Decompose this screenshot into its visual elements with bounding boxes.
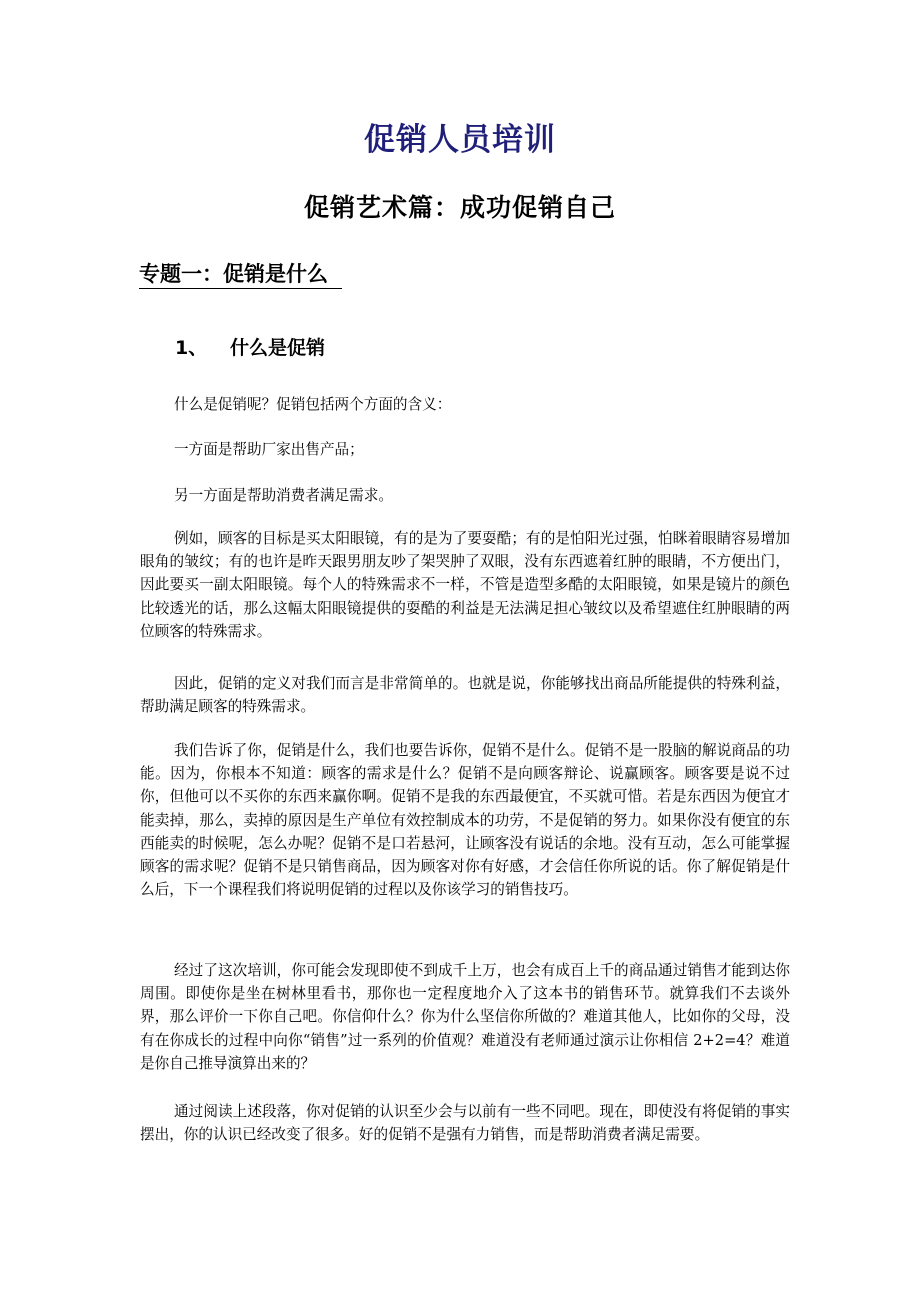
paragraph-text: 我们告诉了你，促销是什么，我们也要告诉你，促销不是什么。促销不是一股脑的解说商品的功能。因为，你根本不知道：顾客的需求是什么？促销不是向顾客辩论、说赢顾客。顾客要是说不过你，但他可以不买你的东西来赢你啊。促销不是我的东西最便宜，不买就可惜。若是东西因为便宜才能卖掉，那么，卖掉的原因是生产单位有效控制成本的功劳，不是促销的努力。如果你没有便宜的东西能卖的时候呢，怎么办呢？促销不是口若悬河，让顾客没有说话的余地。没有互动，怎么可能掌握顾客的需求呢？促销不是只销售商品，因为顾客对你有好感，才会信任你所说的话。你了解促销是什么后，下一个课程我们将说明促销的过程以及你该学习的销售技巧。: [140, 742, 790, 899]
paragraph-text: 因此，促销的定义对我们而言是非常简单的。也就是说，你能够找出商品所能提供的特殊利益，帮助满足顾客的特殊需求。: [140, 675, 790, 716]
paragraph-text: 另一方面是帮助消费者满足需求。: [174, 487, 393, 504]
paragraph-text: 经过了这次培训，你可能会发现即使不到成千上万，也会有成百上千的商品通过销售才能到达你周围。即使你是坐在树林里看书，那你也一定程度地介入了这本书的销售环节。就算我们不去谈外界，那么评价一下你自己吧。你信仰什么？你为什么坚信你所做的？难道其他人，比如你的父母，没有在你成长的过程中向你“销售”过一系列的价值观？难道没有老师通过演示让你相信 2+2=4？难道是你自己推导演算出来的？: [140, 962, 790, 1072]
topic-heading: 专题一：促销是什么: [139, 260, 342, 289]
paragraph-text: 例如，顾客的目标是买太阳眼镜，有的是为了要耍酷；有的是怕阳光过强，怕眯着眼睛容易增加眼角的皱纹；有的也许是昨天跟男朋友吵了架哭肿了双眼，没有东西遮着红肿的眼睛，不方便出门，因此要买一副太阳眼镜。每个人的特殊需求不一样，不管是造型多酷的太阳眼镜，如果是镜片的颜色比较透光的话，那么这幅太阳眼镜提供的耍酷的利益是无法满足担心皱纹以及希望遮住红肿眼睛的两位顾客的特殊需求。: [140, 530, 790, 640]
paragraph: [140, 1100, 790, 1146]
paragraph-text: 一方面是帮助厂家出售产品；: [174, 441, 364, 458]
paragraph: [140, 739, 790, 901]
paragraph: [140, 438, 790, 461]
section-number: 1、: [175, 337, 208, 359]
paragraph: [140, 484, 790, 507]
paragraph: [140, 527, 790, 643]
document-subtitle: 促销艺术篇：成功促销自己: [303, 193, 616, 222]
paragraph-text: 什么是促销呢？促销包括两个方面的含义：: [174, 396, 452, 413]
paragraph: [140, 672, 790, 718]
paragraph-text: 通过阅读上述段落，你对促销的认识至少会与以前有一些不同吧。现在，即使没有将促销的事实摆出，你的认识已经改变了很多。好的促销不是强有力销售，而是帮助消费者满足需要。: [140, 1103, 790, 1144]
document-title: 促销人员培训: [364, 122, 556, 158]
paragraph: [140, 393, 790, 416]
section-title: 什么是促销: [230, 337, 326, 359]
section-heading: [175, 333, 325, 360]
paragraph: [140, 959, 790, 1075]
